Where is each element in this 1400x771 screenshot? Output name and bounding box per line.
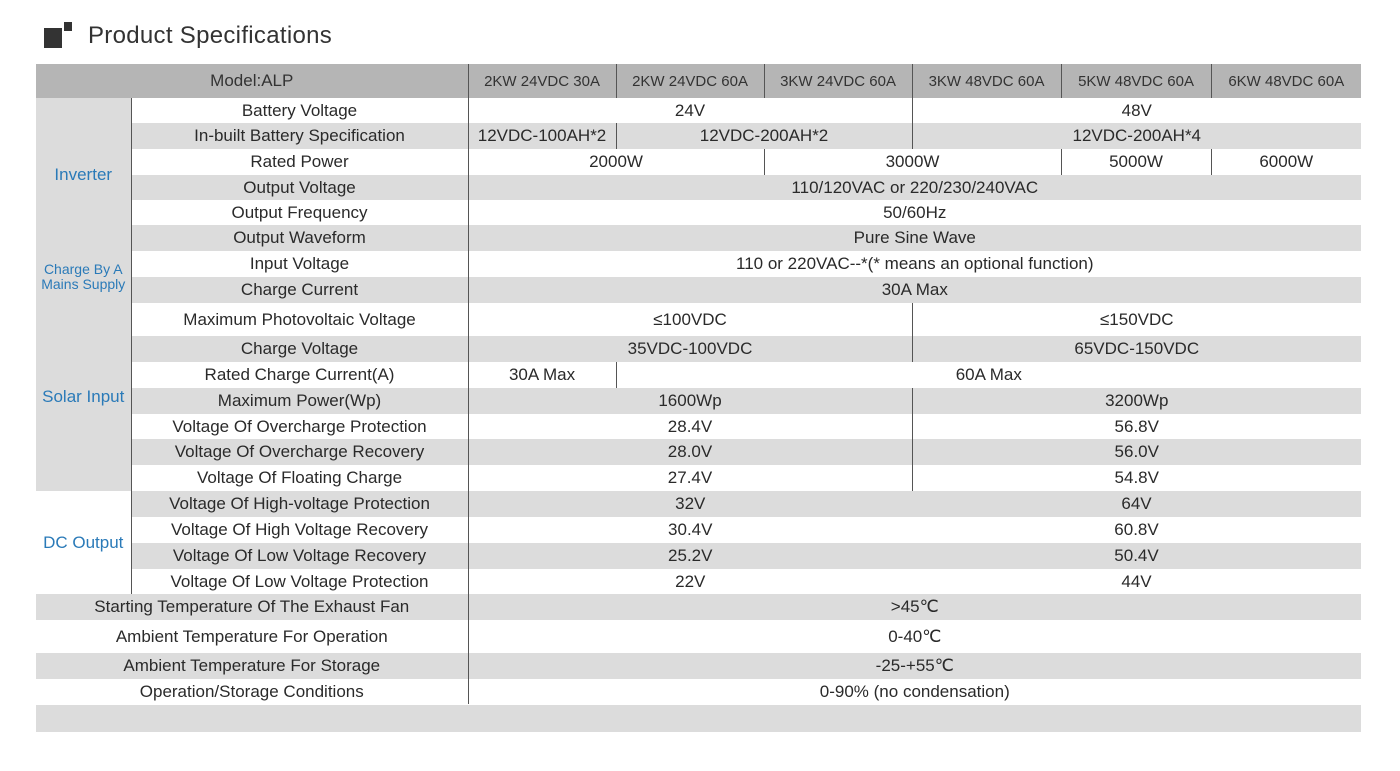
cell-value: 3200Wp bbox=[912, 388, 1361, 414]
cell-value: ≤150VDC bbox=[912, 303, 1361, 336]
table-row bbox=[36, 149, 1361, 175]
cell-value: 0-40℃ bbox=[468, 620, 1361, 653]
cell-value: 50.4V bbox=[912, 543, 1361, 569]
row-label: Ambient Temperature For Operation bbox=[36, 620, 468, 653]
page-title: Product Specifications bbox=[88, 22, 333, 49]
cell-value: 27.4V bbox=[468, 465, 912, 491]
model-header-4: 3KW 48VDC 60A bbox=[912, 64, 1061, 98]
row-label: Starting Temperature Of The Exhaust Fan bbox=[36, 594, 468, 620]
model-header-3: 3KW 24VDC 60A bbox=[764, 64, 912, 98]
row-label: Charge Current bbox=[131, 277, 468, 303]
cell-value: 12VDC-200AH*2 bbox=[616, 123, 912, 149]
group-solar-input: Solar Input bbox=[36, 303, 131, 491]
row-label: Output Frequency bbox=[131, 200, 468, 225]
cell-value: 60.8V bbox=[912, 517, 1361, 543]
table-row bbox=[36, 569, 1361, 594]
row-label: Rated Charge Current(A) bbox=[131, 362, 468, 388]
group-inverter: Inverter bbox=[36, 98, 131, 251]
table-row bbox=[36, 439, 1361, 465]
row-label: Voltage Of Overcharge Protection bbox=[131, 414, 468, 439]
table-row bbox=[36, 388, 1361, 414]
table-row bbox=[36, 277, 1361, 303]
row-label: Ambient Temperature For Storage bbox=[36, 653, 468, 679]
cell-value: 3000W bbox=[764, 149, 1061, 175]
table-row bbox=[36, 679, 1361, 704]
cell-value: -25-+55℃ bbox=[468, 653, 1361, 679]
table-row bbox=[36, 225, 1361, 251]
model-header-6: 6KW 48VDC 60A bbox=[1211, 64, 1361, 98]
cell-value: 64V bbox=[912, 491, 1361, 517]
table-row bbox=[36, 517, 1361, 543]
cell-value: ≤100VDC bbox=[468, 303, 912, 336]
table-row bbox=[36, 175, 1361, 200]
table-row bbox=[36, 251, 1361, 277]
table-row bbox=[36, 620, 1361, 653]
model-header-5: 5KW 48VDC 60A bbox=[1061, 64, 1211, 98]
cell-value: 48V bbox=[912, 98, 1361, 123]
row-label: Rated Power bbox=[131, 149, 468, 175]
cell-value: 1600Wp bbox=[468, 388, 912, 414]
product-spec-icon bbox=[44, 22, 72, 50]
row-label: Voltage Of High-voltage Protection bbox=[131, 491, 468, 517]
row-label: Charge Voltage bbox=[131, 336, 468, 362]
cell-value: 6000W bbox=[1211, 149, 1361, 175]
row-label: Battery Voltage bbox=[131, 98, 468, 123]
cell-value: 54.8V bbox=[912, 465, 1361, 491]
model-header-2: 2KW 24VDC 60A bbox=[616, 64, 764, 98]
table-footer-bar bbox=[36, 705, 1361, 732]
row-label: Maximum Photovoltaic Voltage bbox=[131, 303, 468, 336]
table-row bbox=[36, 303, 1361, 336]
page-header bbox=[44, 18, 332, 54]
row-label: Voltage Of Low Voltage Protection bbox=[131, 569, 468, 594]
table-row bbox=[36, 594, 1361, 620]
table-row bbox=[36, 98, 1361, 123]
cell-value: 30.4V bbox=[468, 517, 912, 543]
row-label: Operation/Storage Conditions bbox=[36, 679, 468, 704]
row-label: Maximum Power(Wp) bbox=[131, 388, 468, 414]
table-row bbox=[36, 414, 1361, 439]
spec-table bbox=[36, 64, 1361, 704]
table-row bbox=[36, 123, 1361, 149]
cell-value: 25.2V bbox=[468, 543, 912, 569]
cell-value: 28.0V bbox=[468, 439, 912, 465]
cell-value: 50/60Hz bbox=[468, 200, 1361, 225]
cell-value: 2000W bbox=[468, 149, 764, 175]
model-label: Model:ALP bbox=[36, 64, 468, 98]
table-row bbox=[36, 653, 1361, 679]
group-dc-output: DC Output bbox=[36, 491, 131, 594]
table-row bbox=[36, 491, 1361, 517]
cell-value: 110 or 220VAC--*(* means an optional function) bbox=[468, 251, 1361, 277]
cell-value: >45℃ bbox=[468, 594, 1361, 620]
table-row bbox=[36, 465, 1361, 491]
row-label: Output Waveform bbox=[131, 225, 468, 251]
row-label: Voltage Of Floating Charge bbox=[131, 465, 468, 491]
cell-value: 30A Max bbox=[468, 277, 1361, 303]
row-label: Input Voltage bbox=[131, 251, 468, 277]
row-label: In-built Battery Specification bbox=[131, 123, 468, 149]
cell-value: 22V bbox=[468, 569, 912, 594]
cell-value: 60A Max bbox=[616, 362, 1361, 388]
table-header-row bbox=[36, 64, 1361, 98]
row-label: Voltage Of High Voltage Recovery bbox=[131, 517, 468, 543]
table-row bbox=[36, 362, 1361, 388]
row-label: Output Voltage bbox=[131, 175, 468, 200]
cell-value: 12VDC-200AH*4 bbox=[912, 123, 1361, 149]
table-row bbox=[36, 200, 1361, 225]
cell-value: 110/120VAC or 220/230/240VAC bbox=[468, 175, 1361, 200]
cell-value: 5000W bbox=[1061, 149, 1211, 175]
cell-value: 56.8V bbox=[912, 414, 1361, 439]
cell-value: 56.0V bbox=[912, 439, 1361, 465]
cell-value: 65VDC-150VDC bbox=[912, 336, 1361, 362]
table-row bbox=[36, 336, 1361, 362]
row-label: Voltage Of Low Voltage Recovery bbox=[131, 543, 468, 569]
cell-value: 28.4V bbox=[468, 414, 912, 439]
row-label: Voltage Of Overcharge Recovery bbox=[131, 439, 468, 465]
cell-value: 12VDC-100AH*2 bbox=[468, 123, 616, 149]
cell-value: 30A Max bbox=[468, 362, 616, 388]
cell-value: 24V bbox=[468, 98, 912, 123]
cell-value: 0-90% (no condensation) bbox=[468, 679, 1361, 704]
cell-value: Pure Sine Wave bbox=[468, 225, 1361, 251]
model-header-1: 2KW 24VDC 30A bbox=[468, 64, 616, 98]
cell-value: 32V bbox=[468, 491, 912, 517]
cell-value: 44V bbox=[912, 569, 1361, 594]
group-charge-mains: Charge By A Mains Supply bbox=[36, 251, 131, 303]
cell-value: 35VDC-100VDC bbox=[468, 336, 912, 362]
table-row bbox=[36, 543, 1361, 569]
